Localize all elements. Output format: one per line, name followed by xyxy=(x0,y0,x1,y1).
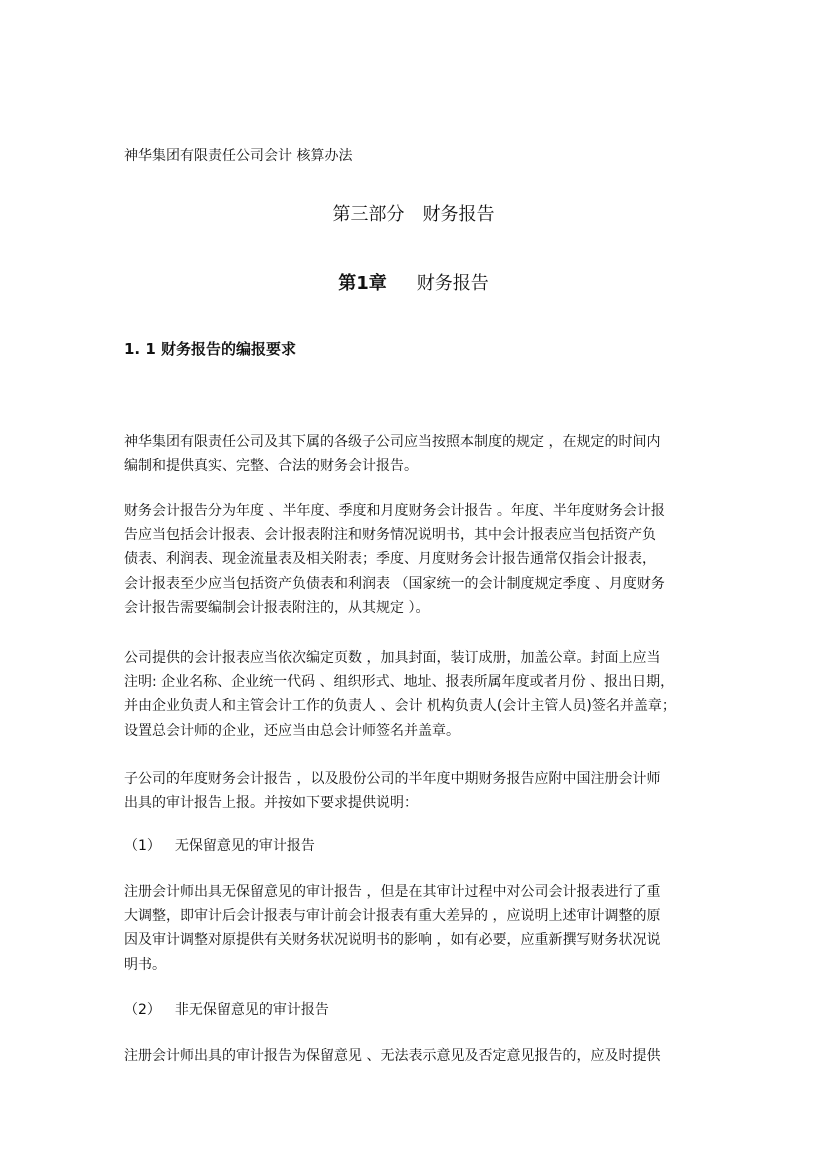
subsection-title: 非无保留意见的审计报告 xyxy=(174,1002,329,1018)
paragraph-line: 神华集团有限责任公司及其下属的各级子公司应当按照本制度的规定 ，在规定的时间内 xyxy=(124,434,661,450)
paragraph-audit xyxy=(124,767,709,815)
paragraph-line: 因及审计调整对原提供有关财务状况说明书的影响 ，如有必要，应重新撰写财务状况说 xyxy=(124,932,661,949)
paragraph-line: 子公司的年度财务会计报告 ，以及股份公司的半年度中期财务报告应附中国注册会计师 xyxy=(124,771,661,787)
part-title: 第三部分 财务报告 xyxy=(332,204,495,225)
paragraph-scope xyxy=(124,430,709,478)
subsection-number: （1） xyxy=(124,838,161,854)
chapter-name: 财务报告 xyxy=(416,273,489,294)
paragraph-line: 设置总会计师的企业，还应当由总会计师签名并盖章。 xyxy=(124,722,460,739)
chapter-title xyxy=(0,271,827,297)
subsection-title: 无保留意见的审计报告 xyxy=(174,838,315,854)
paragraph-line: 债表、利润表、现金流量表及相关附表；季度、月度财务会计报告通常仅指会计报表， xyxy=(124,551,656,568)
subsection-number: （2） xyxy=(124,1002,161,1018)
paragraph-qualified-opinion xyxy=(124,1044,709,1068)
paragraph-line: 编制和提供真实、完整、合法的财务会计报告。 xyxy=(124,458,418,475)
paragraph-line: 出具的审计报告上报。并按如下要求提供说明： xyxy=(124,795,418,812)
paragraph-line: 并由企业负责人和主管会计工作的负责人 、会计 机构负责人(会计主管人员)签名并盖章； xyxy=(124,698,676,715)
paragraph-line: 会计报告需要编制会计报表附注的，从其规定 ）。 xyxy=(124,599,430,616)
subsection-qualified xyxy=(124,999,329,1021)
chapter-number: 第1章 xyxy=(338,273,387,294)
document-header: 神华集团有限责任公司会计 核算办法 xyxy=(124,148,353,164)
paragraph-unqualified-opinion xyxy=(124,880,709,977)
paragraph-line: 公司提供的会计报表应当依次编定页数 ，加具封面，装订成册，加盖公章。封面上应当 xyxy=(124,650,661,666)
section-title: 1. 1 财务报告的编报要求 xyxy=(124,340,297,358)
paragraph-binding xyxy=(124,646,709,743)
paragraph-line: 注册会计师出具的审计报告为保留意见 、无法表示意见及否定意见报告的，应及时提供 xyxy=(124,1048,661,1064)
paragraph-line: 告应当包括会计报表、会计报表附注和财务情况说明书，其中会计报表应当包括资产负 xyxy=(124,527,656,544)
paragraph-report-types xyxy=(124,499,709,620)
paragraph-line: 注明: 企业名称、企业统一代码 、组织形式、地址、报表所属年度或者月份 、报出日期， xyxy=(124,674,675,691)
paragraph-line: 大调整，即审计后会计报表与审计前会计报表有重大差异的 ，应说明上述审计调整的原 xyxy=(124,908,661,925)
paragraph-line: 财务会计报告分为年度 、半年度、季度和月度财务会计报告 。年度、半年度财务会计报 xyxy=(124,503,665,519)
paragraph-line: 会计报表至少应当包括资产负债表和利润表 （国家统一的会计制度规定季度 、月度财务 xyxy=(124,575,665,592)
paragraph-line: 注册会计师出具无保留意见的审计报告 ，但是在其审计过程中对公司会计报表进行了重 xyxy=(124,884,661,900)
subsection-unqualified xyxy=(124,835,315,857)
paragraph-line: 明书。 xyxy=(124,956,166,973)
